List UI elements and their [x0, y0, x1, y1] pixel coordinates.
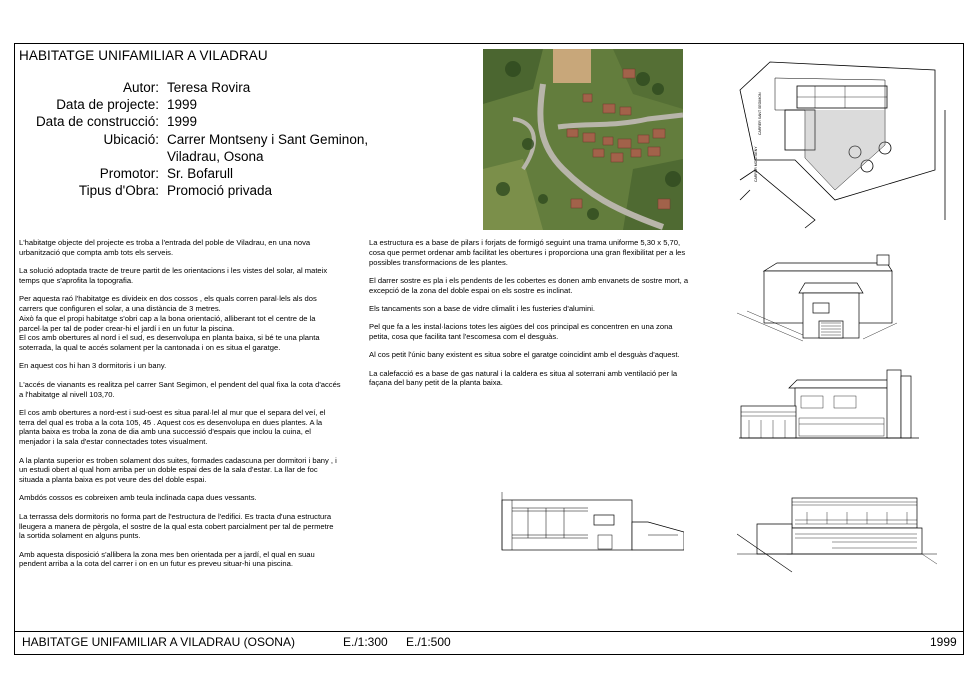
aerial-photo-graphic	[483, 49, 683, 230]
elevation-south-drawing	[498, 490, 684, 552]
info-row-work-type: Tipus d'Obra: Promoció privada	[78, 183, 273, 199]
footer-title: HABITATGE UNIFAMILIAR A VILADRAU (OSONA)	[22, 635, 295, 649]
elevation-east-drawing	[739, 368, 919, 440]
description-paragraph: El cos amb obertures a nord-est i sud-oest es situa paral·lel al mur que el separa del veí, el terra del qual es troba a la cota 105, 45 . Aquest cos es desenvolupa en dues plantes. A la planta baixa es troba la zona de dia amb una successió d'espais que inclou la cuina, el menjador i la sala d'estar connectades totes visualment.	[19, 407, 326, 447]
description-right-column	[369, 238, 689, 397]
elevation-west-drawing	[737, 492, 937, 574]
description-paragraph: Pel que fa a les instal·lacions totes les aigües del cos principal es concentren en una zona petita, cosa que facilita tant l'escomesa com el desguàs.	[369, 322, 673, 342]
description-paragraph: Els tancaments son a base de vidre climalit i les fusteries d'alumini.	[369, 303, 595, 313]
description-left-column	[19, 238, 341, 578]
description-paragraph: El darrer sostre es pla i els pendents de les cobertes es donen amb envanets de sostre mort, a excepció de la zona del doble espai on els sostre es inclinat.	[369, 275, 689, 295]
description-paragraph: La solució adoptada tracte de treure partit de les orientacions i les vistes del solar, al mateix temps que s'aprofita la topografia.	[19, 266, 328, 285]
description-paragraph: A la planta superior es troben solament dos suites, formades cadascuna per dormitori i bany , i un estudi obert al qual hom arriba per un doble espai des de la sala d'estar. La llar de foc situada a planta baixa es pot veure des del doble espai.	[19, 455, 337, 485]
sheet-title: HABITATGE UNIFAMILIAR A VILADRAU	[19, 48, 268, 63]
description-paragraph: En aquest cos hi han 3 dormitoris i un bany.	[19, 361, 167, 371]
site-street-label-1: CARRER SANT SEGIMON	[758, 92, 762, 135]
info-row-promoter: Promotor: Sr. Bofarull	[99, 166, 234, 182]
description-paragraph: L'accés de vianants es realitza pel carrer Sant Segimon, el pendent del qual fixa la cota d'accés a l'habitatge al nivell 103,70.	[19, 379, 341, 399]
footer-scale-2: E./1:500	[406, 635, 451, 649]
info-row-project-date: Data de projecte: 1999	[56, 97, 198, 113]
description-paragraph: Al cos petit l'únic bany existent es situa sobre el garatge coincidint amb el desguàs d'aquest.	[369, 350, 680, 360]
info-row-location: Ubicació: Carrer Montseny i Sant Geminon,	[103, 131, 369, 147]
footer-year: 1999	[930, 635, 957, 649]
description-paragraph: L'habitatge objecte del projecte es troba a l'entrada del poble de Viladrau, en una nova urbanització que compta amb tots els serveis.	[19, 238, 311, 257]
info-row-location-cont: Viladrau, Osona	[167, 148, 264, 164]
description-paragraph: Per aquesta raó l'habitatge es divideix en dos cossos , els quals corren paral·lels als dos carrers que configuren el solar, a una distància de 3 metres. Això fa que el propi habitatge s'obri cap a la bona orientació, alliberant tot el centre de la parcel·la per tal de poder crear-hi el jardí i en un futur la piscina. El cos amb obertures al nord i el sud, es desenvolupa en planta baixa, si bé te una planta soterrada, la qual te accés solament per la cantonada i on es situa el garatge.	[19, 294, 320, 353]
description-paragraph: La terrassa dels dormitoris no forma part de l'estructura de l'edifici. Es tracta d'una estructura lleugera a manera de pèrgola, el sostre de la qual esta cobert parcialment per tal de permetre la sortida solament en alguns punts.	[19, 511, 334, 541]
description-paragraph: Amb aquesta disposició s'allibera la zona mes ben orientada per a jardí, el qual en suau pendent arriba a la cota del carrer i on en un futur es preveu situar-hi una piscina.	[19, 549, 315, 569]
aerial-photo	[483, 49, 683, 230]
info-row-construction-date: Data de construcció: 1999	[35, 114, 198, 130]
description-paragraph: La calefacció es a base de gas natural i la caldera es situa al soterrani amb ventilació per la façana del bany petit de la planta baixa.	[369, 368, 678, 388]
site-plan-drawing	[735, 50, 955, 230]
description-paragraph: Ambdós cossos es cobreixen amb teula inclinada capa dues vessants.	[19, 493, 257, 503]
footer-scale-1: E./1:300	[343, 635, 388, 649]
site-street-label-2: CARRER MONTSENY	[754, 146, 758, 182]
footer-divider	[14, 631, 964, 632]
info-row-author: Autor: Teresa Rovira	[122, 80, 251, 95]
project-info	[14, 79, 368, 199]
elevation-north-drawing	[737, 253, 897, 345]
description-paragraph: La estructura es a base de pilars i forjats de formigó seguint una trama uniforme 5,30 x 5,70, cosa que permet ordenar amb facilitat les obertures i proporciona una gran flexibilitat per a les possibles transformacions de les plantes.	[369, 238, 686, 267]
